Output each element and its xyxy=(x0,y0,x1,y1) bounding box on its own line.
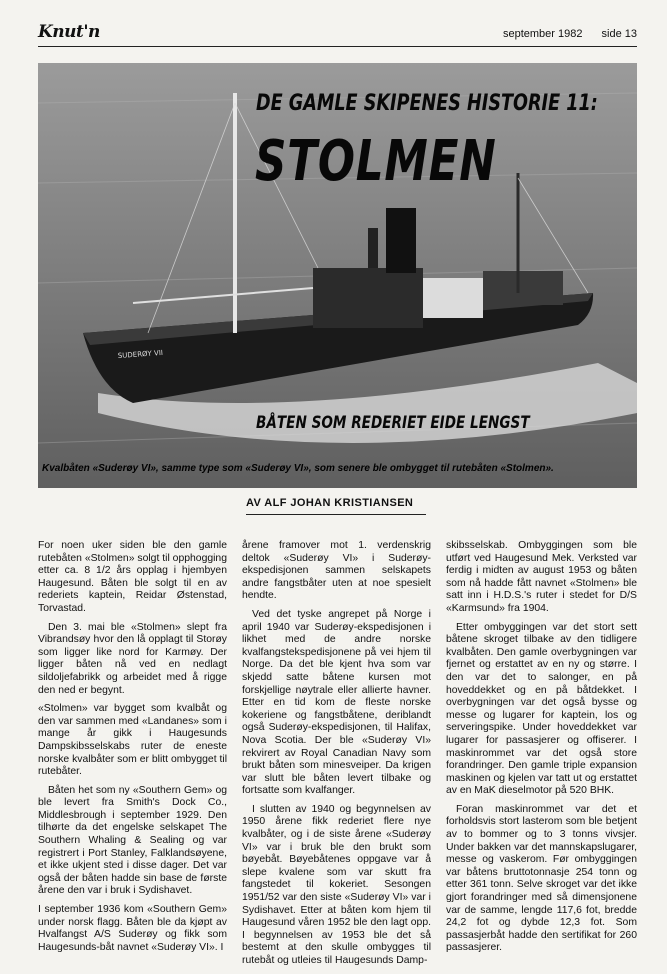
paragraph: Foran maskinrommet var det et forholdsvis stort lasterom som ble betjent av to bommer og to 3 tonns vivsjer. Under bakken var det mannskapslugarer, messe og vaskerom. Før ombyggingen var båtens bruttotonnasje 254 tonn og etter 361 tonn. Selve skroget var det ikke gjort forandringer med så dimensjonene var de samme, lengde 117,6 fot, bredde 24,2 fot og dybde 12,3 fot. Som passasjerbåt hadde den sertifikat for 260 passasjerer. xyxy=(446,803,637,954)
article-column-1 xyxy=(38,540,227,960)
article-title: STOLMEN xyxy=(255,129,497,194)
hull-name: SUDERØY VII xyxy=(117,348,164,360)
paragraph: Den 3. mai ble «Stolmen» slept fra Vibrandsøy hvor den lå opplagt til Storøy som ligger like nord for Karmøy. Der ligger båten nå ved en nedlagt sildoljefabrikk og arbeidet med å rigge den ned er begynt. xyxy=(38,621,227,696)
issue-date: september 1982 xyxy=(502,28,583,40)
paragraph: «Stolmen» var bygget som kvalbåt og den var sammen med «Landanes» som i mange år gikk i Haugesunds Dampskibsselskabs ruter de eneste norske kvalbåter som er blitt ombygget til rutebåter. xyxy=(38,703,227,778)
byline-rule xyxy=(246,514,426,515)
paragraph: skibsselskab. Ombyggingen som ble utført ved Haugesund Mek. Verksted var ferdig i midten av august 1953 og båten som nå hadde fått navnet «Stolmen» ble satt inn i H.D.S.'s ruter i stedet for D/S «Karmsund» fra 1904. xyxy=(446,540,637,614)
paragraph: I slutten av 1940 og begynnelsen av 1950 årene fikk rederiet flere nye kvalbåter, og i de siste årene «Suderøy VI» var i bruk ble den brukt som bøyebåt. Bøyebåtenes oppgave var å slepe kvalene som var skutt fra fangstedet til kokeriet. Sesongen 1951/52 var den siste «Suderøy VI» var i Sydishavet. Etter at båten kom hjem til Haugesund våren 1952 ble den lagt opp. I begynnelsen av 1953 ble det så bestemt at den skulle ombygges til rutebåt og utleies til Haugesunds Damp- xyxy=(242,803,431,966)
article-column-3 xyxy=(446,540,637,961)
paragraph: I september 1936 kom «Southern Gem» under norsk flagg. Båten ble da kjøpt av Hvalfangst A/S Suderøy og fikk som Haugesunds-båt navnet «Suderøy VI». I xyxy=(38,904,227,953)
paragraph: Ved det tyske angrepet på Norge i april 1940 var Suderøy-ekspedisjonen i likhet med de andre norske kvalfangstekspedisjonene på vei hjem til Norge. Da det ble kjent hva som var skjedd satte båtene kursen mot forskjellige nøytrale eller allierte havner. Etter en tid kom de fleste norske kokeriene og fangstbåtene, deriblandt også Suderøy-ekspedisjonen, til Halifax, Nova Scotia. Der ble «Suderøy VI» rekvirert av Royal Canadian Navy som brukt båten som minesveiper. Da krigen var slutt ble båten levert tilbake og fortsatte som kvalfanger. xyxy=(242,608,431,797)
article-column-2 xyxy=(242,540,431,974)
paragraph: årene framover mot 1. verdenskrig deltok «Suderøy VI» i Suderøy-ekspedisjonen sammen selskapets andre fangstbåter uten at noe spesielt hendte. xyxy=(242,540,431,602)
header-rule xyxy=(38,46,637,47)
ship-photo xyxy=(38,63,637,488)
paragraph: For noen uker siden ble den gamle rutebåten «Stolmen» solgt til opphogging etter ca. 8 1/2 års opplag i hjembyen Haugesund. Båten ble solgt til en av rederiets kaptein, Reidar Østenstad, Torvastad. xyxy=(38,540,227,614)
series-title: DE GAMLE SKIPENES HISTORIE 11: xyxy=(256,91,598,116)
photo-caption: Kvalbåten «Suderøy VI», samme type som «Suderøy VI», som senere ble ombygget til rutebåten «Stolmen». xyxy=(42,463,554,474)
header-meta xyxy=(487,28,637,40)
paragraph: Båten het som ny «Southern Gem» og ble levert fra Smith's Dock Co., Middlesbrough i september 1929. Den tilhørte da det engelske selskapet The Southern Whaling & Sealing og var registrert i Port Stanley, Falklandsøyene, et ikke ukjent sted i disse dager. Det var også der båten hadde sin base de første årene den var i bruk i Sydishavet. xyxy=(38,784,227,897)
article-subtitle: BÅTEN SOM REDERIET EIDE LENGST xyxy=(256,413,530,433)
magazine-logo: Knut'n xyxy=(38,22,100,42)
paragraph: Etter ombyggingen var det stort sett båtene skroget tilbake av den tidligere kvalbåten. Den gamle overbygningen var fjernet og erstattet av en ny og større. I den var det to salonger, en på hoveddekket og en på båtdekket. I overbygningen var det også bysse og messe og lugarer for kaptein, los og serveringspike. Under hoveddekket var lugarer for passasjerer og offiserer. I maskinrommet var det også store forandringer. Den gamle triple expansion maskinen og kjelen var tatt ut og erstattet av en MaK dieselmotor på 520 BHK. xyxy=(446,621,637,797)
byline: AV ALF JOHAN KRISTIANSEN xyxy=(246,497,414,509)
page-number: side 13 xyxy=(601,28,637,40)
page-header xyxy=(38,22,637,46)
